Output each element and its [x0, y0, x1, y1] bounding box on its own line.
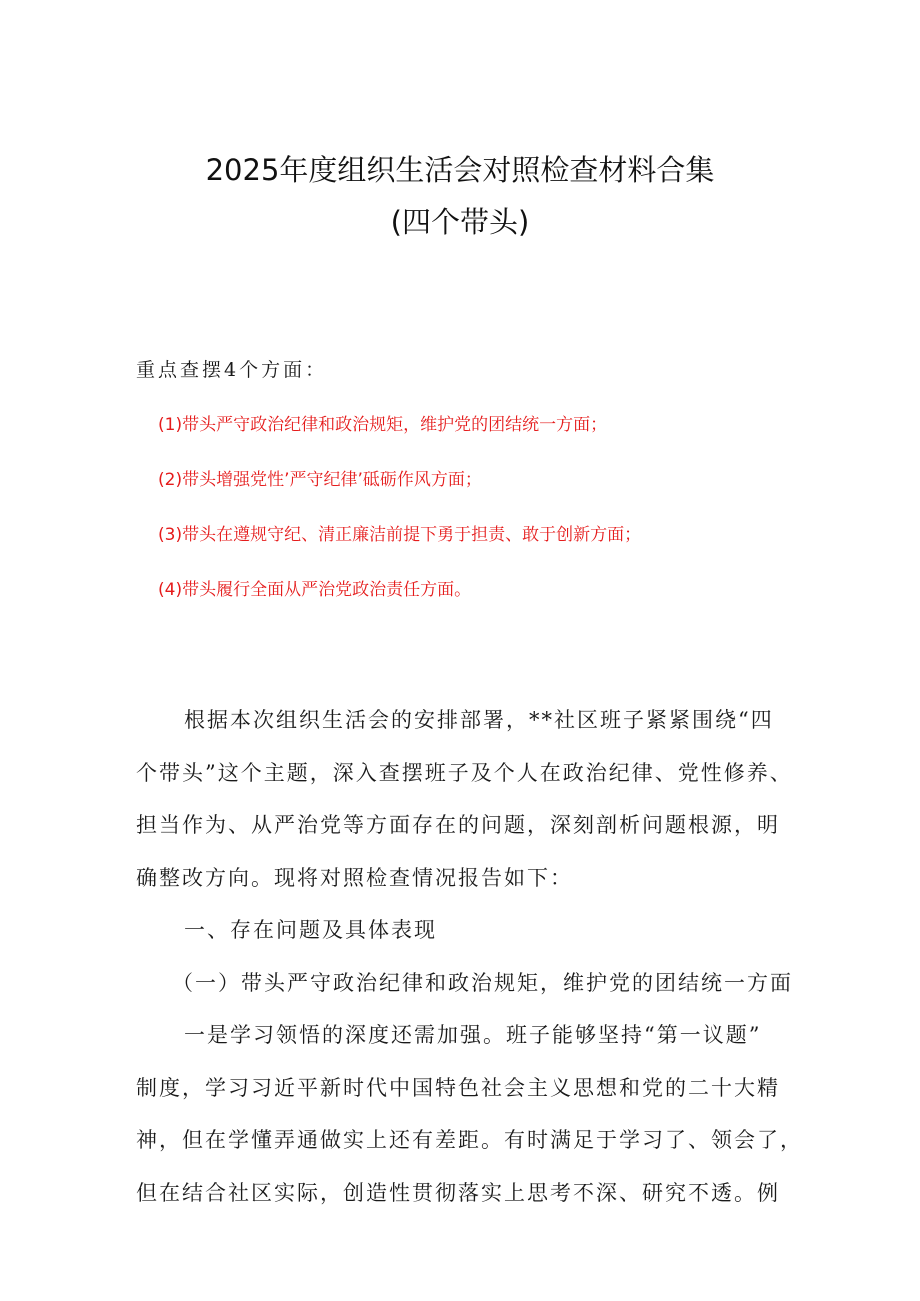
document-title: 2025年度组织生活会对照检查材料合集 [205, 153, 715, 187]
paragraph-line: 神，但在学懂弄通做实上还有差距。有时满足于学习了、领会了， [136, 1128, 803, 1152]
body-text [136, 694, 803, 1219]
document-subtitle: (四个带头) [390, 205, 530, 239]
aspect-list [158, 410, 641, 630]
paragraph-line: 但在结合社区实际，创造性贯彻落实上思考不深、研究不透。例 [136, 1180, 780, 1205]
paragraph-line: 确整改方向。现将对照检查情况报告如下： [136, 865, 573, 890]
intro-label: 重点查摆4个方面： [136, 359, 328, 381]
paragraph-line: 担当作为、从严治党等方面存在的问题，深刻剖析问题根源，明 [136, 813, 780, 837]
aspect-item: (2)带头增强党性’严守纪律’砥砺作风方面； [158, 470, 482, 490]
paragraph-line: 一是学习领悟的深度还需加强。班子能够坚持“第一议题” [184, 1023, 762, 1047]
aspect-item: (3)带头在遵规守纪、清正廉洁前提下勇于担责、敢于创新方面； [158, 525, 642, 545]
subsection-heading: （一）带头严守政治纪律和政治规矩，维护党的团结统一方面 [172, 970, 793, 995]
paragraph-line: 制度，学习习近平新时代中国特色社会主义思想和党的二十大精 [136, 1075, 780, 1100]
section-heading: 一、存在问题及具体表现 [184, 918, 437, 942]
paragraph-line: 根据本次组织生活会的安排部署，**社区班子紧紧围绕“四 [184, 708, 774, 732]
aspect-item: (1)带头严守政治纪律和政治规矩，维护党的团结统一方面； [158, 415, 608, 435]
aspect-item: (4)带头履行全面从严治党政治责任方面。 [158, 580, 472, 600]
paragraph-line: 个带头”这个主题，深入查摆班子及个人在政治纪律、党性修养、 [136, 760, 793, 785]
